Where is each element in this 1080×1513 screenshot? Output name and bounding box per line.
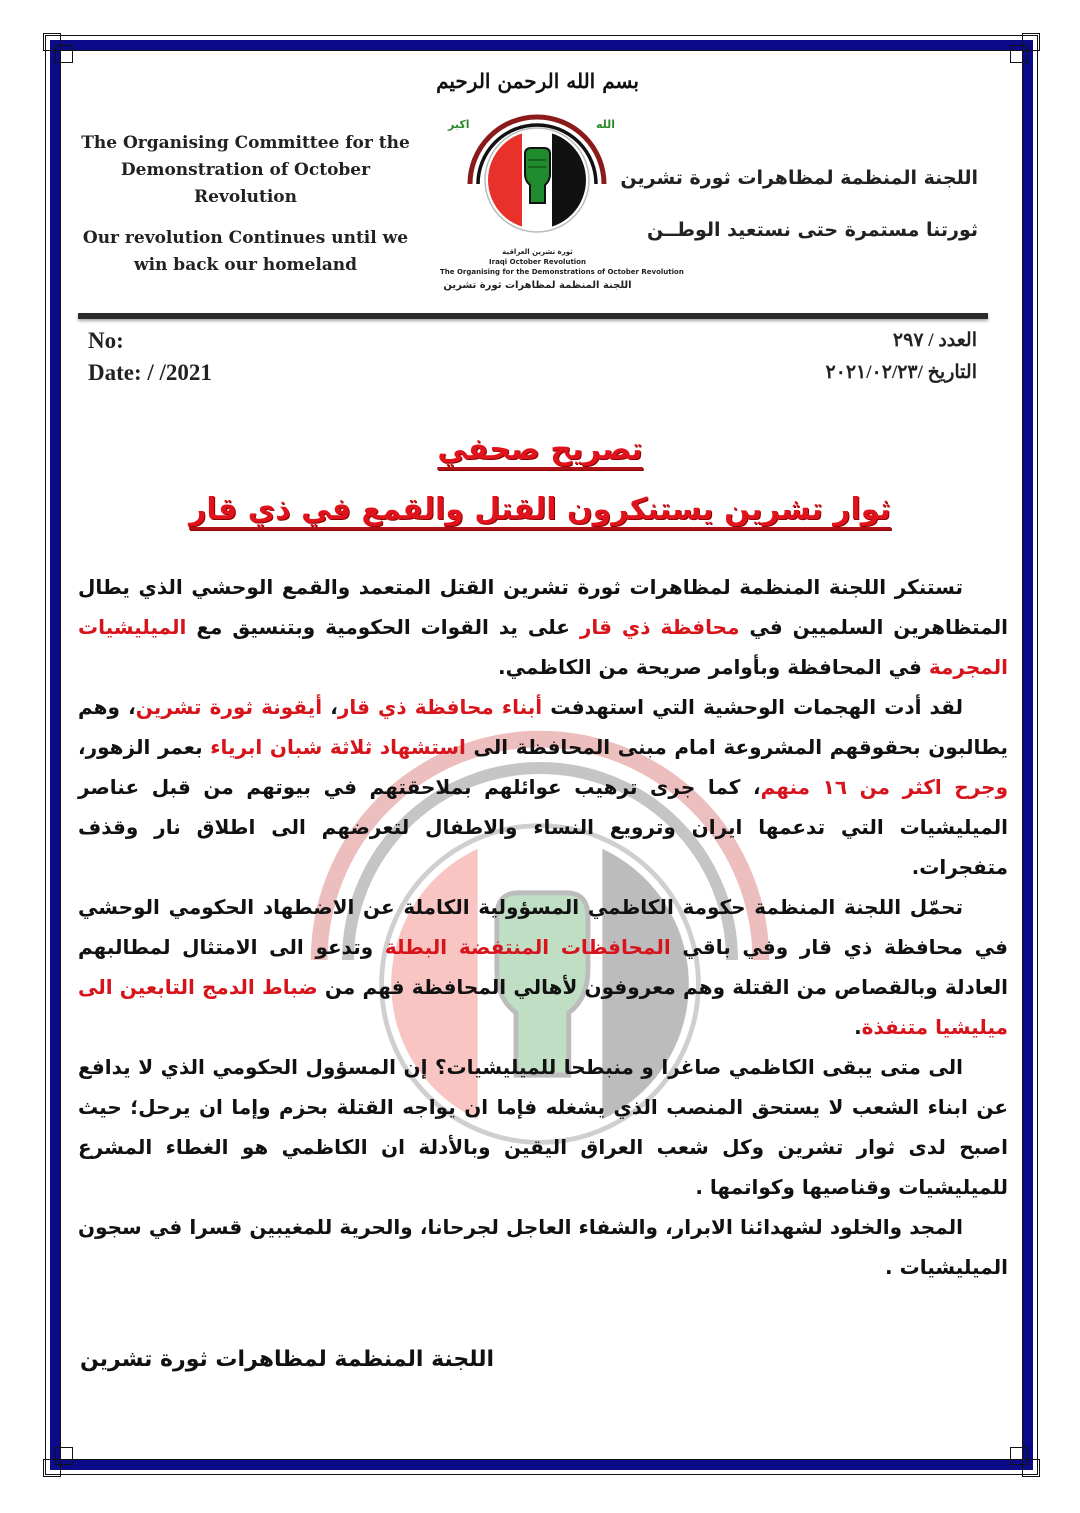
paragraph xyxy=(78,887,1008,1047)
logo-ring-text-english: The Organising for the Demonstrations of October Revolution xyxy=(440,268,684,276)
signature: اللجنة المنظمة لمظاهرات ثورة تشرين xyxy=(80,1347,495,1372)
body-text-run: وتدعو الى الامتثال لمطالبهم العادلة وبالقصاص من القتلة وهم معروفون لأهالي المحافظة فهم من xyxy=(78,935,1008,999)
highlighted-text: محافظة ذي قار xyxy=(579,615,740,639)
frame-corner-ornament xyxy=(55,1447,73,1465)
highlighted-text: وجرح اكثر من ١٦ منهم xyxy=(760,775,1008,799)
english-org-name-line: Revolution xyxy=(194,187,297,207)
body-text-run: لقد أدت الهجمات الوحشية التي استهدفت xyxy=(542,695,964,719)
header-divider xyxy=(78,313,988,319)
body-text-run: . xyxy=(854,1015,862,1039)
english-org-name-line: Demonstration of October xyxy=(120,160,371,180)
body-text-run: ، كما جرى ترهيب عوائلهم بملاحقتهم في بيوتهم من قبل عناصر الميليشيات التي تدعمها ايران وترويع النساء والاطفال لتعرضهم الى اطلاق نار وقذف متفجرات. xyxy=(78,775,1008,879)
body-text-run: تحمّل اللجنة المنظمة حكومة الكاظمي المسؤولية الكاملة عن الاضطهاد الحكومي الوحشي في محافظة ذي قار وفي باقي xyxy=(78,895,1008,959)
english-header xyxy=(78,130,413,279)
arabic-org-name: اللجنة المنظمة لمظاهرات ثورة تشرين xyxy=(620,167,978,189)
paragraph xyxy=(78,567,1008,687)
meta-arabic xyxy=(825,325,977,389)
arabic-header xyxy=(618,152,978,256)
body-text-run: ، xyxy=(322,695,338,719)
press-release-title-wrap xyxy=(80,430,1000,470)
date-label: Date: / /2021 xyxy=(88,360,212,385)
body-text-run: ، وهم يطالبون بحقوقهم المشروعة امام مبنى المحافظة الى xyxy=(78,695,1008,759)
press-release-title: تصريح صحفي xyxy=(437,432,643,467)
english-motto-line: win back our homeland xyxy=(133,255,358,275)
arabic-motto: ثورتنا مستمرة حتى نستعيد الوطــن xyxy=(647,219,978,241)
highlighted-text: أيقونة ثورة تشرين xyxy=(135,695,323,719)
logo-top-ring-text: ثورة تشرين العراقية xyxy=(502,248,573,256)
statement-body xyxy=(78,567,1008,1287)
logo-ring-text-arabic: اللجنة المنظمة لمظاهرات ثورة تشرين xyxy=(443,280,632,291)
highlighted-text: أبناء محافظة ذي قار xyxy=(337,695,543,719)
number-arabic: العدد / ٢٩٧ xyxy=(892,330,977,351)
highlighted-text: المحافظات المنتفضة البطلة xyxy=(384,935,671,959)
highlighted-text: ضباط الدمج التابعين الى ميليشيا متنفذة xyxy=(78,975,1008,1039)
press-release-subtitle-wrap xyxy=(80,490,1000,530)
body-text-run: الى متى يبقى الكاظمي صاغرا و منبطحا للميليشيات؟ إن المسؤول الحكومي الذي لا يدافع عن ابناء الشعب لا يستحق المنصب الذي يشغله فإما ان يواجه القتلة بحزم وإما ان يرحل؛ حيث اصبح لدى ثوار تشرين وكل شعب العراق اليقين وبالأدلة ان الكاظمي هو الغطاء المشرع للميليشيات وقناصيها وكواتمها . xyxy=(78,1055,1008,1199)
meta-english xyxy=(88,325,212,389)
body-text-run: بعمر الزهور، xyxy=(78,735,211,759)
number-label: No: xyxy=(88,328,124,353)
press-release-subtitle: ثوار تشرين يستنكرون القتل والقمع في ذي قار xyxy=(189,492,891,527)
frame-corner-ornament xyxy=(1010,45,1028,63)
paragraph xyxy=(78,1207,1008,1287)
logo-inner-ring-text: Iraqi October Revolution xyxy=(489,258,586,266)
highlighted-text: استشهاد ثلاثة شبان ابرياء xyxy=(210,735,466,759)
organisation-logo xyxy=(466,104,608,246)
basmala: بسم الله الرحمن الرحيم xyxy=(436,69,639,93)
body-text-run: على يد القوات الحكومية وبتنسيق مع xyxy=(186,615,580,639)
paragraph xyxy=(78,687,1008,887)
highlighted-text: الميليشيات المجرمة xyxy=(78,615,1008,679)
logo-takbir-right: الله xyxy=(596,118,616,131)
english-org-name-line: The Organising Committee for the xyxy=(81,133,410,153)
date-arabic: التاريخ /٢٠٢١/٠٢/٢٣ xyxy=(825,362,977,383)
english-motto-line: Our revolution Continues until we xyxy=(82,228,409,248)
body-text-run: المجد والخلود لشهدائنا الابرار، والشفاء العاجل لجرحانا، والحرية للمغيبين قسرا في سجون الميليشيات . xyxy=(78,1215,1008,1279)
frame-corner-ornament xyxy=(1010,1447,1028,1465)
logo-takbir-left: اكبر xyxy=(448,118,470,131)
body-text-run: في المحافظة وبأوامر صريحة من الكاظمي. xyxy=(498,655,929,679)
body-text-run: تستنكر اللجنة المنظمة لمظاهرات ثورة تشرين القتل المتعمد والقمع الوحشي الذي يطال المتظاهرين السلميين في xyxy=(78,575,1008,639)
paragraph xyxy=(78,1047,1008,1207)
frame-corner-ornament xyxy=(55,45,73,63)
